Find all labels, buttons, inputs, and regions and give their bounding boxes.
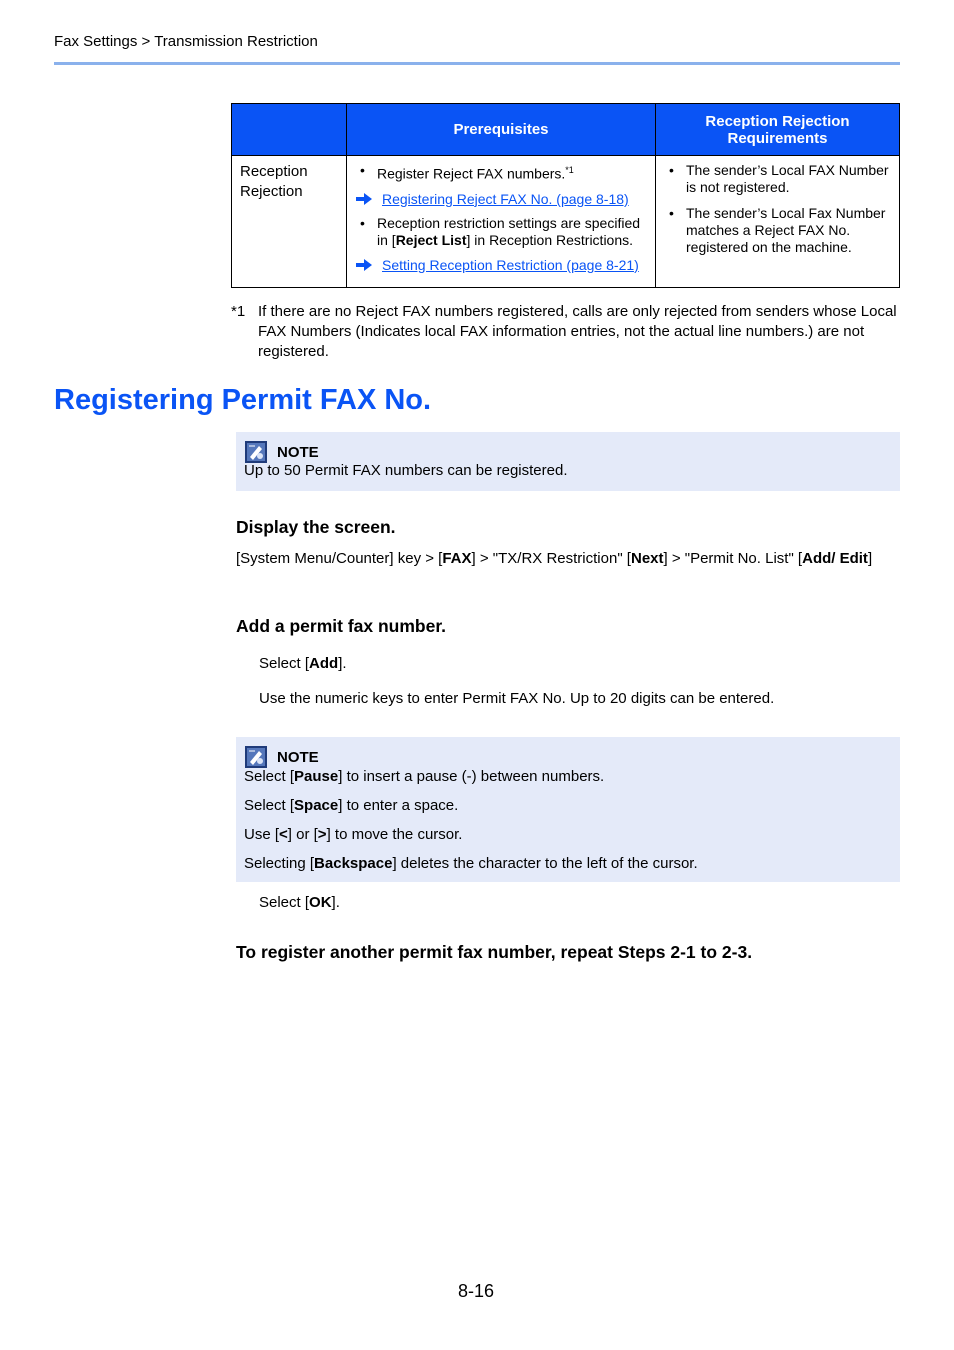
table-header-row — [232, 104, 900, 156]
note-text: Select [Pause] to insert a pause (-) between numbers. — [244, 768, 605, 785]
link-text[interactable]: Registering Reject FAX No. (page 8-18) — [382, 190, 629, 207]
substep-text: Use the numeric keys to enter Permit FAX No. Up to 20 digits can be entered. — [259, 690, 775, 707]
prerequisites-cell — [347, 156, 656, 288]
note-icon — [245, 746, 267, 768]
note-header — [245, 746, 319, 768]
substep-text: Select [Add]. — [259, 655, 347, 672]
requirements-cell — [656, 156, 900, 288]
header-divider — [54, 62, 900, 65]
breadcrumb: Fax Settings > Transmission Restriction — [54, 33, 318, 50]
step-title: To register another permit fax number, repeat Steps 2-1 to 2-3. — [236, 942, 753, 962]
note-box — [236, 432, 900, 491]
step-instruction: [System Menu/Counter] key > [FAX] > "TX/RX Restriction" [Next] > "Permit No. List" [Add/ Edit] — [236, 550, 873, 567]
restriction-table — [231, 103, 900, 288]
substep-text: Select [OK]. — [259, 894, 340, 911]
arrow-right-icon — [355, 193, 373, 205]
prereq-item: • Register Reject FAX numbers.$^{*1}$ — [355, 162, 647, 183]
table-row — [232, 156, 900, 288]
step-title: Display the screen. — [236, 517, 396, 537]
table-header-empty — [232, 104, 347, 156]
note-box — [236, 737, 900, 882]
requirement-item: • The sender’s Local Fax Number matches a Reject FAX No. registered on the machine. — [664, 205, 891, 256]
footnote-text: If there are no Reject FAX numbers registered, calls are only rejected from senders whose Local FAX Numbers (Indicates local FAX information entries, not the actual line numbers.) are not registered. — [258, 303, 897, 360]
row-label: Reception Rejection — [232, 156, 347, 288]
arrow-right-icon — [355, 259, 373, 271]
page-number: 8-16 — [458, 1281, 495, 1301]
link-text[interactable]: Setting Reception Restriction (page 8-21) — [382, 256, 639, 273]
note-text: Select [Space] to enter a space. — [244, 797, 459, 814]
footnote-mark: *1 — [231, 303, 246, 320]
link-setting-reception-restriction[interactable] — [355, 257, 647, 273]
note-label: NOTE — [277, 443, 319, 461]
note-text: Use [<] or [>] to move the cursor. — [244, 826, 463, 843]
note-text: Selecting [Backspace] deletes the character to the left of the cursor. — [244, 855, 698, 872]
note-text: Up to 50 Permit FAX numbers can be registered. — [244, 462, 568, 479]
note-icon — [245, 441, 267, 463]
section-title: Registering Permit FAX No. — [54, 384, 432, 416]
link-registering-reject-fax[interactable] — [355, 191, 647, 207]
requirement-item: • The sender’s Local FAX Number is not registered. — [664, 162, 891, 196]
prereq-item: • Reception restriction settings are specified in [Reject List] in Reception Restrictions. — [355, 215, 647, 249]
note-label: NOTE — [277, 748, 319, 766]
note-header — [245, 441, 319, 463]
step-title: Add a permit fax number. — [236, 616, 447, 636]
table-header-requirements: Reception Rejection Requirements — [656, 104, 900, 156]
table-header-prerequisites: Prerequisites — [347, 104, 656, 156]
footnote — [231, 302, 901, 362]
